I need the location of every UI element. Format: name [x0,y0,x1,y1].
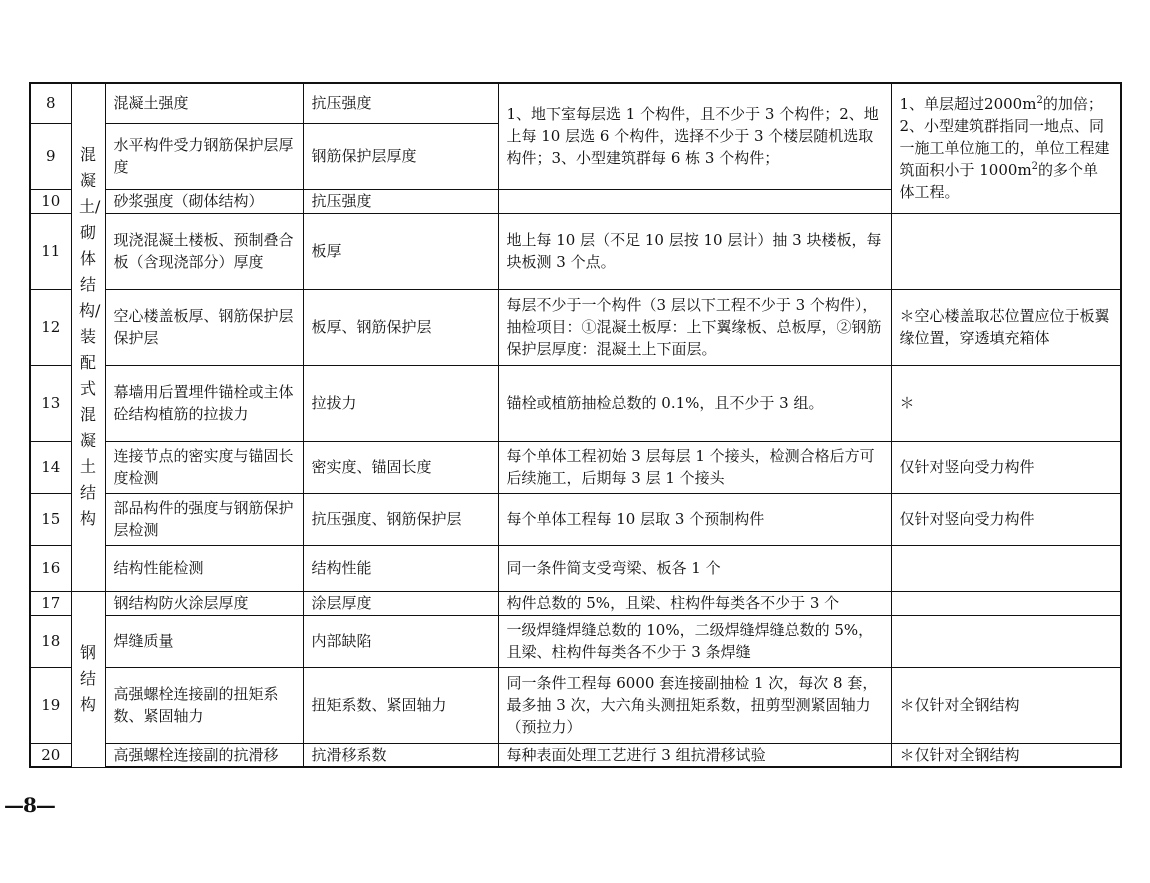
item-name: 结构性能检测 [105,545,303,591]
table-row [30,667,1121,743]
row-number: 10 [30,189,71,213]
item-name: 混凝土强度 [105,83,303,123]
test-parameter: 密实度、锚固长度 [303,441,498,493]
row-number: 15 [30,493,71,545]
remark [891,615,1121,667]
row-number: 12 [30,289,71,365]
test-parameter: 内部缺陷 [303,615,498,667]
sampling-rule: 构件总数的 5%，且梁、柱构件每类各不少于 3 个 [498,591,891,615]
item-name: 幕墙用后置埋件锚栓或主体砼结构植筋的拉拔力 [105,365,303,441]
row-number: 9 [30,123,71,189]
row-number: 16 [30,545,71,591]
test-parameter: 抗压强度 [303,83,498,123]
remark: ＊ [891,365,1121,441]
row-number: 19 [30,667,71,743]
sampling-rule: 1、地下室每层选 1 个构件，且不少于 3 个构件；2、地上每 10 层选 6 个构件，选择不少于 3 个楼层随机选取构件；3、小型建筑群每 6 栋 3 个构件； [498,83,891,189]
inspection-table [29,82,1122,768]
row-number: 17 [30,591,71,615]
table-row [30,83,1121,123]
category-concrete: 混凝土/砌体结构/装配式混凝土结构 [71,83,105,591]
row-number: 13 [30,365,71,441]
remark: ＊空心楼盖取芯位置应位于板翼缘位置，穿透填充箱体 [891,289,1121,365]
table-row [30,441,1121,493]
test-parameter: 扭矩系数、紧固轴力 [303,667,498,743]
test-parameter: 板厚、钢筋保护层 [303,289,498,365]
remark [891,591,1121,615]
item-name: 钢结构防火涂层厚度 [105,591,303,615]
remark: 1、单层超过$2000m^2$的加倍；2、小型建筑群指同一地点、同一施工单位施工的，单位工程建筑面积小于 $1000m^2$的多个单体工程。 [891,83,1121,213]
row-number: 20 [30,743,71,767]
category-steel: 钢结构 [71,591,105,767]
test-parameter: 结构性能 [303,545,498,591]
sampling-rule-empty [498,189,891,213]
item-name: 空心楼盖板厚、钢筋保护层保护层 [105,289,303,365]
test-parameter: 拉拔力 [303,365,498,441]
row-number: 8 [30,83,71,123]
table-row [30,743,1121,767]
table-row [30,545,1121,591]
test-parameter: 钢筋保护层厚度 [303,123,498,189]
sampling-rule: 每个单体工程初始 3 层每层 1 个接头，检测合格后方可后续施工，后期每 3 层 1 个接头 [498,441,891,493]
remark: 仅针对竖向受力构件 [891,441,1121,493]
sampling-rule: 每层不少于一个构件（3 层以下工程不少于 3 个构件），抽检项目：①混凝土板厚：上下翼缘板、总板厚，②钢筋保护层厚度：混凝土上下面层。 [498,289,891,365]
item-name: 水平构件受力钢筋保护层厚度 [105,123,303,189]
row-number: 14 [30,441,71,493]
item-name: 部品构件的强度与钢筋保护层检测 [105,493,303,545]
table-row [30,493,1121,545]
test-parameter: 涂层厚度 [303,591,498,615]
test-parameter: 抗压强度、钢筋保护层 [303,493,498,545]
remark: ＊仅针对全钢结构 [891,743,1121,767]
test-parameter: 抗滑移系数 [303,743,498,767]
test-parameter: 抗压强度 [303,189,498,213]
sampling-rule: 每个单体工程每 10 层取 3 个预制构件 [498,493,891,545]
item-name: 连接节点的密实度与锚固长度检测 [105,441,303,493]
table-row [30,591,1121,615]
item-name: 焊缝质量 [105,615,303,667]
test-parameter: 板厚 [303,213,498,289]
remark: 仅针对竖向受力构件 [891,493,1121,545]
item-name: 高强螺栓连接副的扭矩系数、紧固轴力 [105,667,303,743]
page-number: —8— [4,793,55,817]
item-name: 高强螺栓连接副的抗滑移 [105,743,303,767]
item-name: 现浇混凝土楼板、预制叠合板（含现浇部分）厚度 [105,213,303,289]
remark [891,213,1121,289]
sampling-rule: 同一条件简支受弯梁、板各 1 个 [498,545,891,591]
sampling-rule: 一级焊缝焊缝总数的 10%，二级焊缝焊缝总数的 5%，且梁、柱构件每类各不少于 3 条焊缝 [498,615,891,667]
table-row [30,615,1121,667]
row-number: 18 [30,615,71,667]
sampling-rule: 锚栓或植筋抽检总数的 0.1%，且不少于 3 组。 [498,365,891,441]
table-row [30,289,1121,365]
row-number: 11 [30,213,71,289]
remark: ＊仅针对全钢结构 [891,667,1121,743]
table-row [30,365,1121,441]
sampling-rule: 地上每 10 层（不足 10 层按 10 层计）抽 3 块楼板，每块板测 3 个点。 [498,213,891,289]
remark [891,545,1121,591]
sampling-rule: 每种表面处理工艺进行 3 组抗滑移试验 [498,743,891,767]
sampling-rule: 同一条件工程每 6000 套连接副抽检 1 次，每次 8 套，最多抽 3 次，大六角头测扭矩系数，扭剪型测紧固轴力（预拉力） [498,667,891,743]
table-row [30,213,1121,289]
item-name: 砂浆强度（砌体结构） [105,189,303,213]
